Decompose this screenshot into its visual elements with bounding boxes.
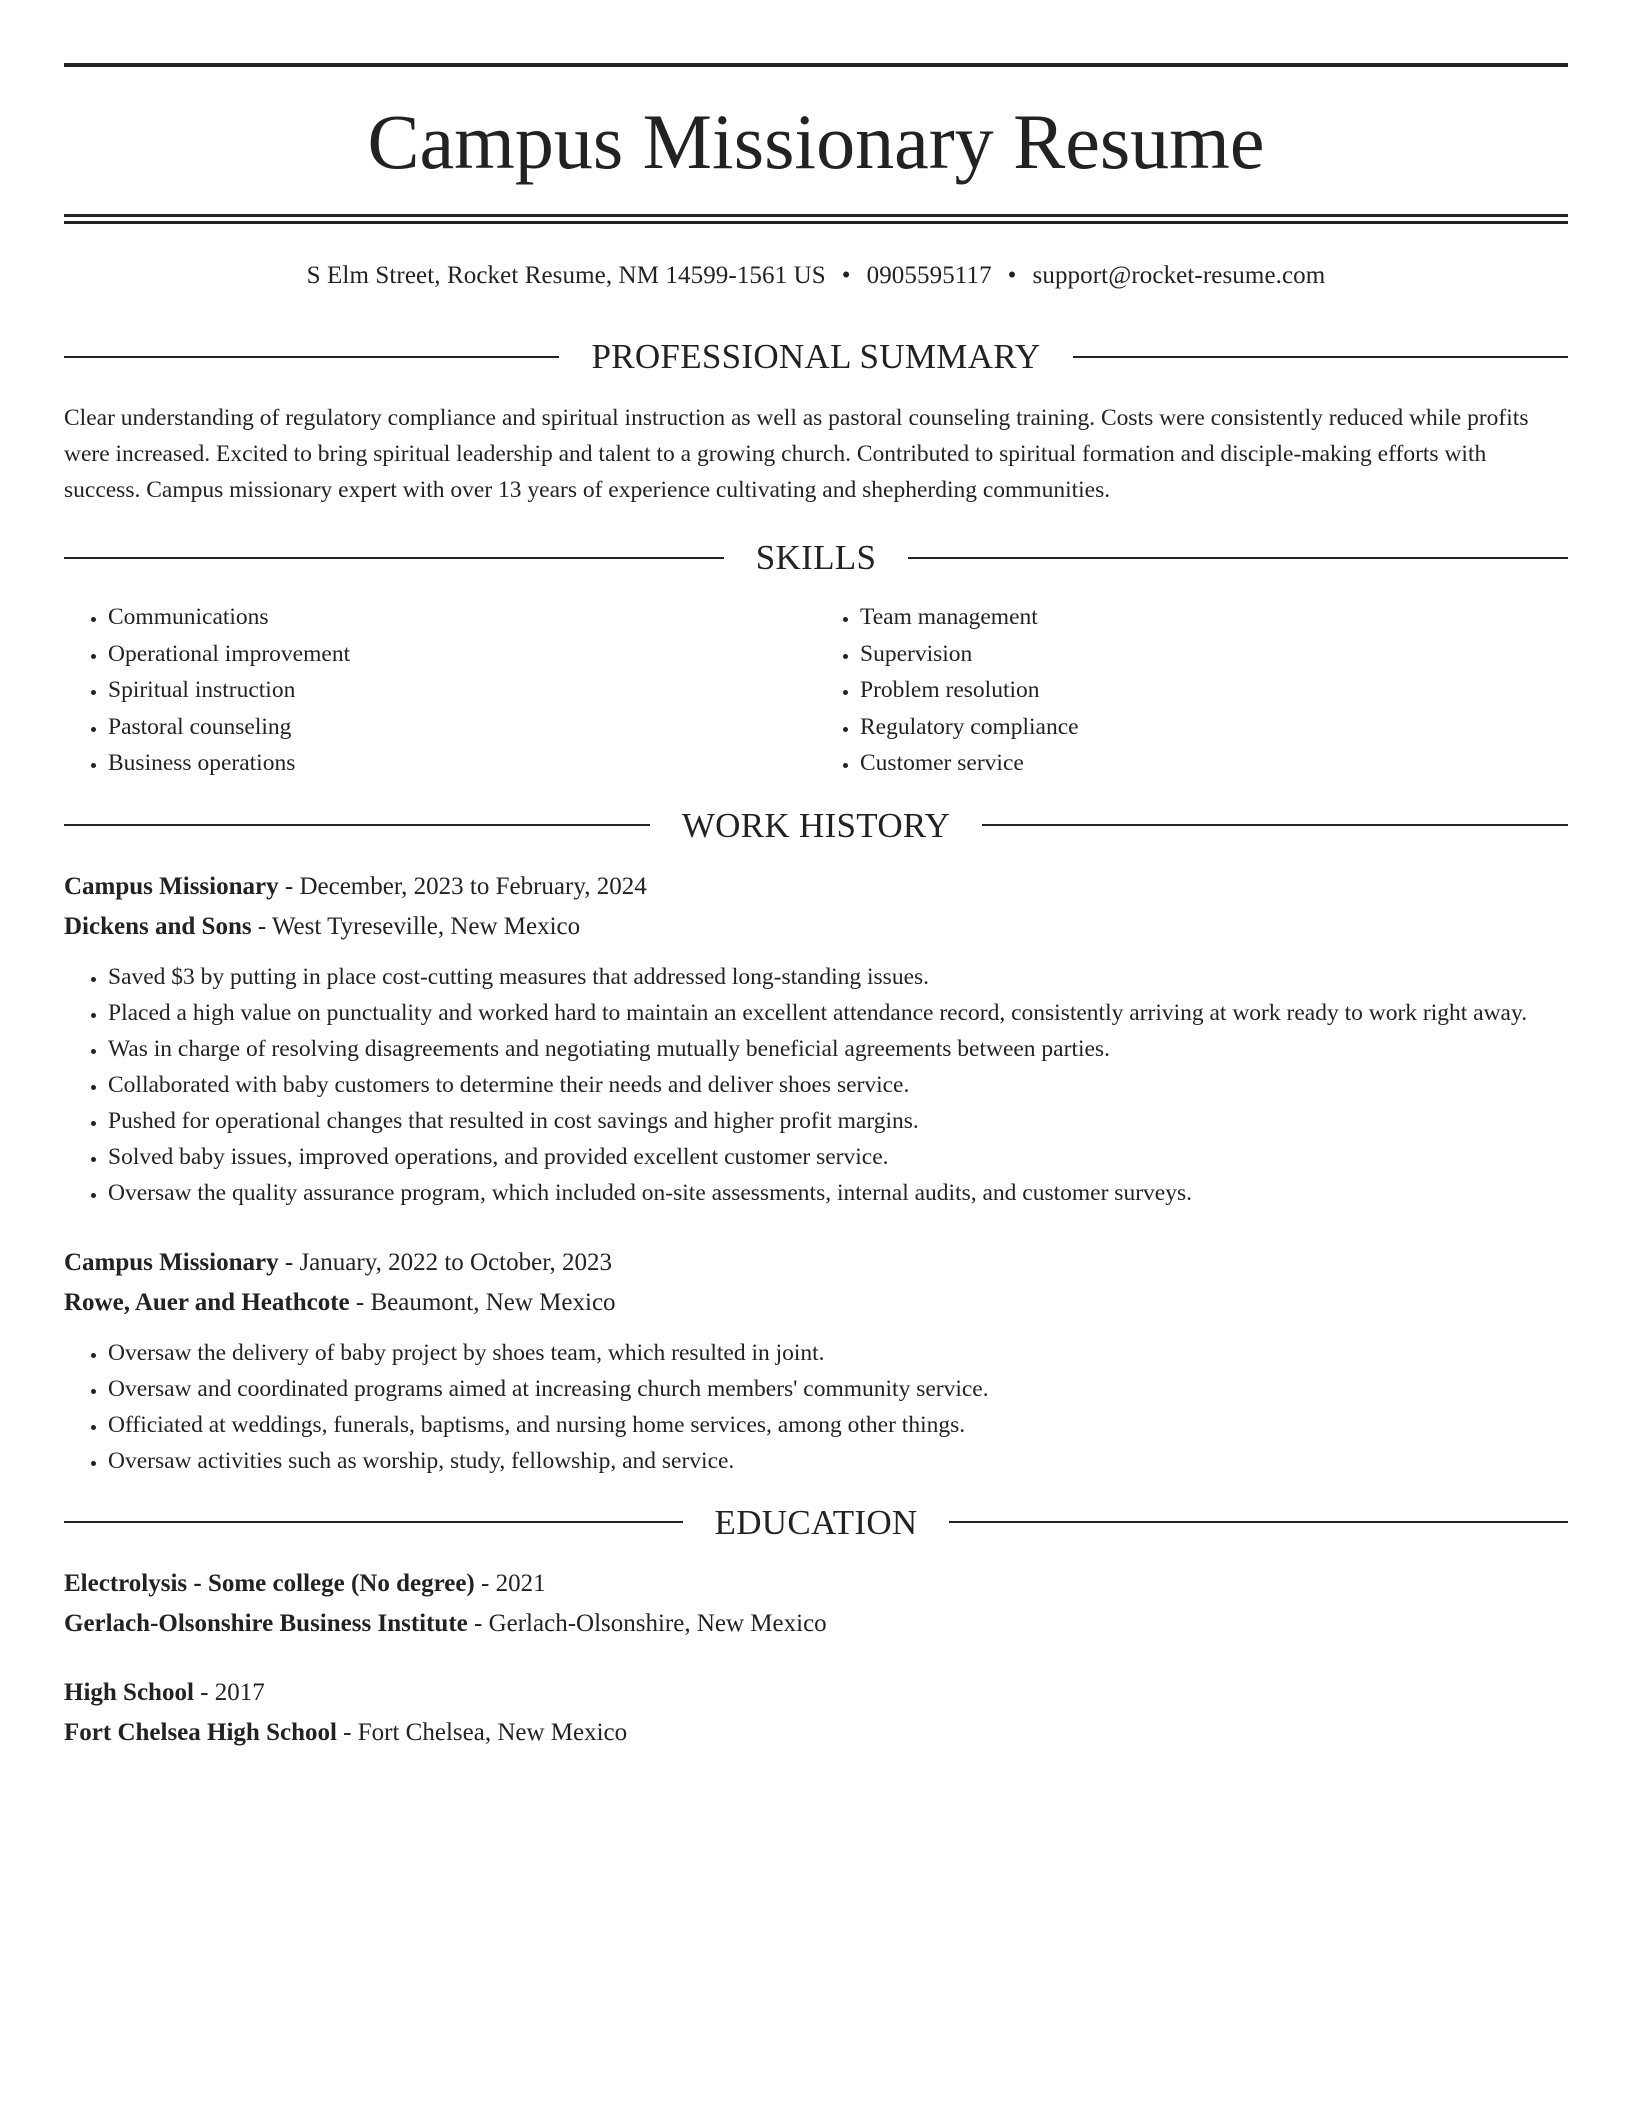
job-title-line: Campus Missionary - January, 2022 to October, 2023 xyxy=(64,1248,613,1276)
education-school-line: Gerlach-Olsonshire Business Institute - Gerlach-Olsonshire, New Mexico xyxy=(64,1609,827,1637)
heading-rule xyxy=(64,356,559,358)
job-location: West Tyreseville, New Mexico xyxy=(271,912,581,940)
job-bullets xyxy=(64,959,1568,1211)
job-bullet: • Was in charge of resolving disagreements and negotiating mutually beneficial agreements between parties. xyxy=(108,1031,1568,1067)
heading-rule xyxy=(64,557,724,559)
skill-item: • Team management xyxy=(860,599,1568,636)
section-heading-skills xyxy=(64,540,1568,575)
education-entry xyxy=(64,1564,1568,1644)
section-title: PROFESSIONAL SUMMARY xyxy=(591,337,1041,376)
top-rule xyxy=(64,63,1568,67)
contact-line xyxy=(64,261,1568,291)
job-bullet: • Collaborated with baby customers to determine their needs and deliver shoes service. xyxy=(108,1067,1568,1103)
section-title: WORK HISTORY xyxy=(681,805,951,845)
job-bullets xyxy=(64,1335,1568,1479)
education-location: Gerlach-Olsonshire, New Mexico xyxy=(488,1609,827,1637)
job-location: Beaumont, New Mexico xyxy=(370,1288,616,1316)
skills-list xyxy=(64,599,1568,782)
job-company: Rowe, Auer and Heathcote xyxy=(64,1288,350,1316)
job-company-line: Rowe, Auer and Heathcote - Beaumont, New Mexico xyxy=(64,1288,616,1316)
contact-email: support@rocket-resume.com xyxy=(1032,262,1326,289)
skill-item: • Supervision xyxy=(860,636,1568,673)
contact-separator: • xyxy=(1007,262,1017,289)
job-bullet: • Oversaw the quality assurance program, which included on-site assessments, internal audits, and customer surveys. xyxy=(108,1175,1568,1211)
skill-item: • Operational improvement xyxy=(108,636,816,673)
heading-rule xyxy=(1073,356,1568,358)
skills-column-right xyxy=(816,599,1568,782)
skill-item: • Problem resolution xyxy=(860,672,1568,709)
job-title: Campus Missionary xyxy=(64,872,279,900)
summary-text: Clear understanding of regulatory compliance and spiritual instruction as well as pastoral counseling training. Costs were consistently reduced while profits were increased. Excited to bring spiritual leadership and talent to a growing church. Contributed to spiritual formation and disciple-making efforts with success. Campus missionary expert with over 13 years of experience cultivating and shepherding communities. xyxy=(64,405,1529,503)
contact-separator: • xyxy=(841,262,851,289)
job-company: Dickens and Sons xyxy=(64,912,252,940)
section-title: EDUCATION xyxy=(714,1502,918,1542)
skill-item: • Customer service xyxy=(860,745,1568,782)
section-heading-education xyxy=(64,1502,1568,1542)
page-title: Campus Missionary Resume xyxy=(367,98,1265,185)
job-bullet: • Pushed for operational changes that resulted in cost savings and higher profit margins. xyxy=(108,1103,1568,1139)
education-degree-line: High School - 2017 xyxy=(64,1678,265,1706)
skill-item: • Communications xyxy=(108,599,816,636)
job-bullet: • Officiated at weddings, funerals, baptisms, and nursing home services, among other things. xyxy=(108,1407,1568,1443)
job-bullet: • Saved $3 by putting in place cost-cutting measures that addressed long-standing issues. xyxy=(108,959,1568,995)
job-dates: December, 2023 to February, 2024 xyxy=(299,872,647,900)
section-heading-work xyxy=(64,805,1568,845)
job-bullet: • Oversaw the delivery of baby project by shoes team, which resulted in joint. xyxy=(108,1335,1568,1371)
skill-item: • Business operations xyxy=(108,745,816,782)
contact-phone: 0905595117 xyxy=(866,262,992,289)
job-bullet: • Oversaw and coordinated programs aimed at increasing church members' community service. xyxy=(108,1371,1568,1407)
skill-item: • Spiritual instruction xyxy=(108,672,816,709)
heading-rule xyxy=(908,557,1568,559)
skills-column-left xyxy=(64,599,816,782)
education-year: 2021 xyxy=(495,1569,546,1597)
job-bullet: • Solved baby issues, improved operations, and provided excellent customer service. xyxy=(108,1139,1568,1175)
contact-address: S Elm Street, Rocket Resume, NM 14599-1561 US xyxy=(306,262,826,289)
heading-rule xyxy=(64,824,650,826)
education-year: 2017 xyxy=(214,1678,265,1706)
job-bullet: • Placed a high value on punctuality and worked hard to maintain an excellent attendance record, consistently arriving at work ready to work right away. xyxy=(108,995,1568,1031)
education-school: Gerlach-Olsonshire Business Institute xyxy=(64,1609,468,1637)
skill-item: • Pastoral counseling xyxy=(108,709,816,746)
section-title: SKILLS xyxy=(755,538,877,577)
education-entry xyxy=(64,1673,1568,1753)
skill-item: • Regulatory compliance xyxy=(860,709,1568,746)
education-degree: High School xyxy=(64,1678,194,1706)
heading-rule xyxy=(64,1521,683,1523)
education-location: Fort Chelsea, New Mexico xyxy=(357,1718,628,1746)
education-school-line: Fort Chelsea High School - Fort Chelsea, New Mexico xyxy=(64,1718,628,1746)
heading-rule xyxy=(949,1521,1568,1523)
job-title: Campus Missionary xyxy=(64,1248,279,1276)
education-degree: Electrolysis - Some college (No degree) xyxy=(64,1569,475,1597)
job-entry xyxy=(64,867,1568,1211)
heading-rule xyxy=(982,824,1568,826)
section-heading-summary xyxy=(64,339,1568,374)
double-rule xyxy=(64,214,1568,224)
job-title-line: Campus Missionary - December, 2023 to February, 2024 xyxy=(64,872,647,900)
education-degree-line: Electrolysis - Some college (No degree) - 2021 xyxy=(64,1569,546,1597)
job-dates: January, 2022 to October, 2023 xyxy=(299,1248,613,1276)
job-entry xyxy=(64,1243,1568,1479)
education-school: Fort Chelsea High School xyxy=(64,1718,337,1746)
job-company-line: Dickens and Sons - West Tyreseville, New Mexico xyxy=(64,912,581,940)
job-bullet: • Oversaw activities such as worship, study, fellowship, and service. xyxy=(108,1443,1568,1479)
